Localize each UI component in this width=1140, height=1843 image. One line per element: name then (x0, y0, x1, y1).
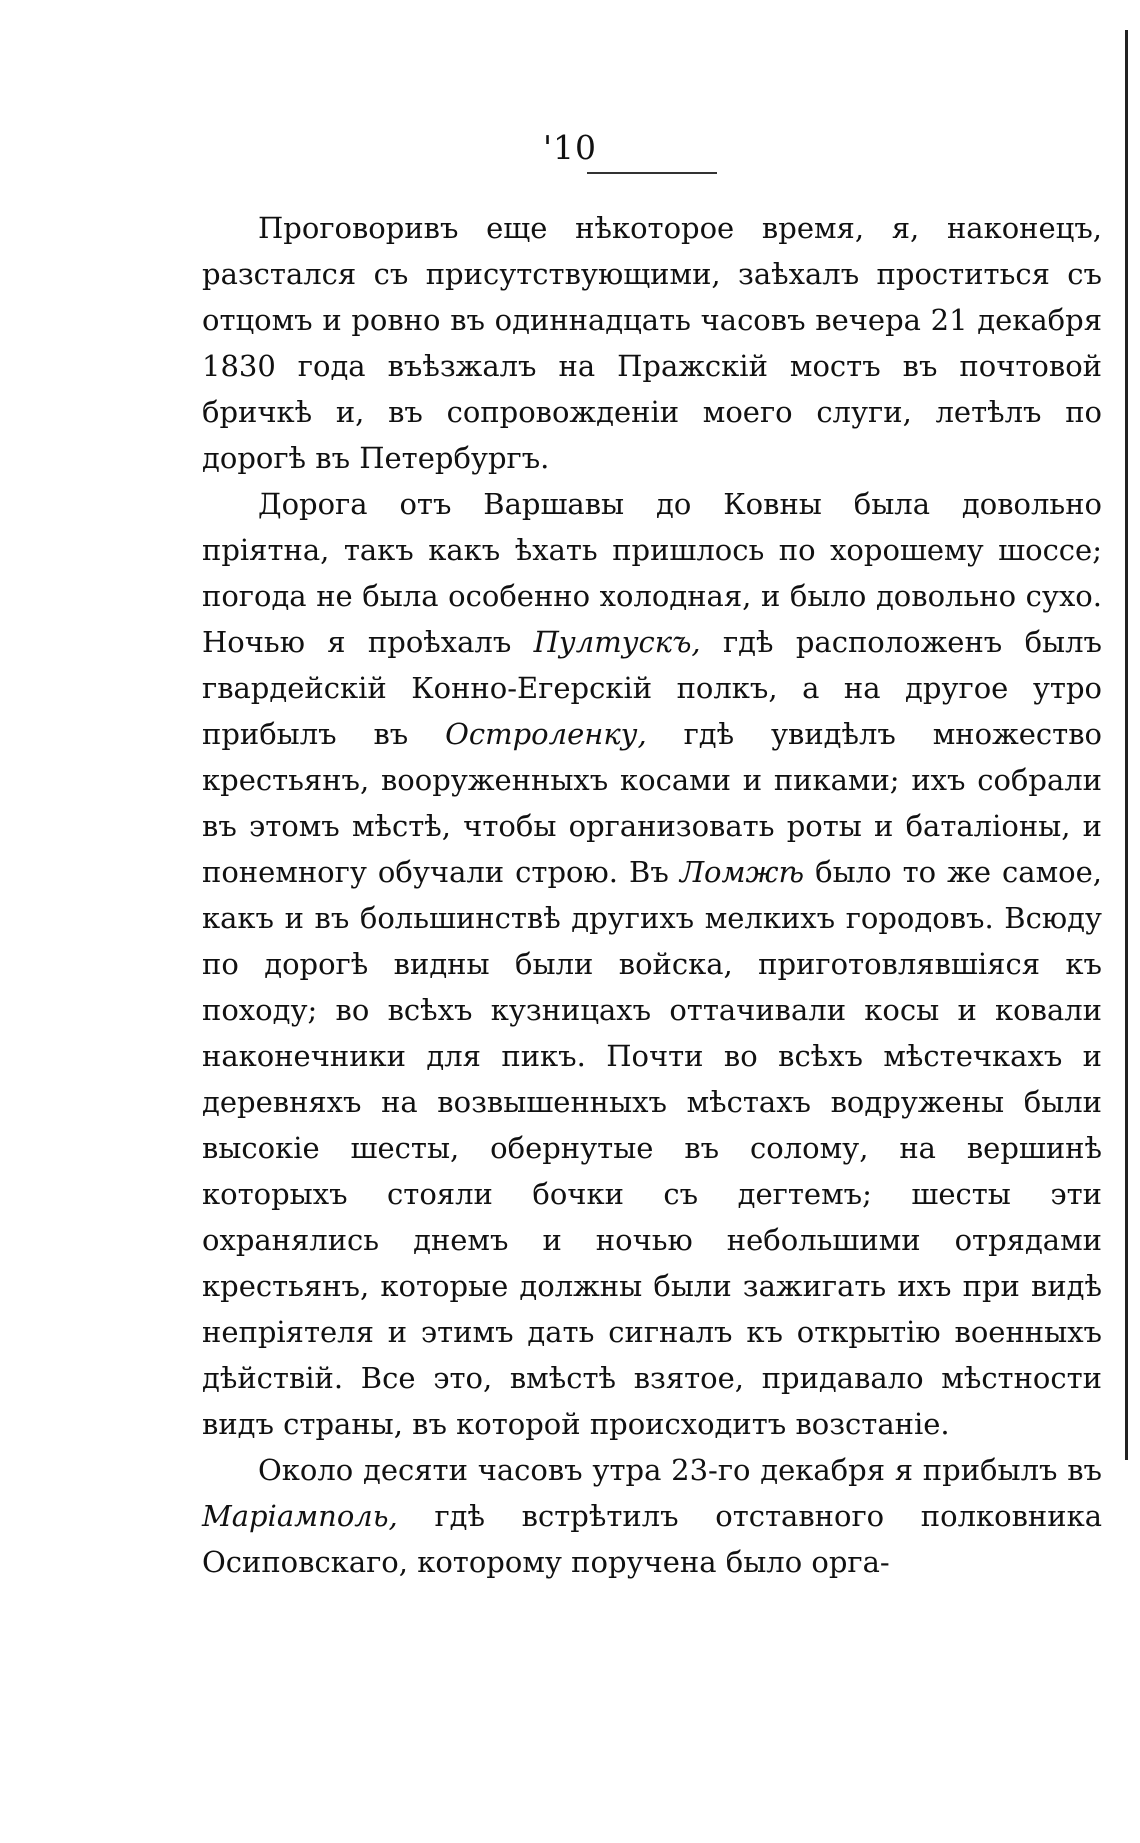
paragraph-3 (202, 1447, 1102, 1585)
page-number: '10 (542, 128, 598, 167)
place-name-italic: Ломжѣ (679, 855, 805, 889)
place-name-italic: Остроленку, (445, 717, 647, 751)
text-run: было то же самое, какъ и въ большинствѣ другихъ мелкихъ городовъ. Всюду по дорогѣ видны были войска, приготовлявшіяся къ походу; во всѣхъ кузницахъ оттачивали косы и ковали наконечники для пикъ. Почти во всѣхъ мѣстечкахъ и деревняхъ на возвышенныхъ мѣстахъ водружены были высокіе шесты, обернутые въ солому, на вершинѣ которыхъ стояли бочки съ дегтемъ; шесты эти охранялись днемъ и ночью небольшими отрядами крестьянъ, которые должны были зажигать ихъ при видѣ непріятеля и этимъ дать сигналъ къ открытію военныхъ дѣйствій. Все это, вмѣстѣ взятое, придавало мѣстности видъ страны, въ которой происходитъ возстаніе. (202, 855, 1102, 1441)
text-run: гдѣ встрѣтилъ отставного полковника Осиповскаго, которому поручена было орга- (202, 1499, 1102, 1579)
text-run: Около десяти часовъ утра 23-го декабря я прибылъ въ (258, 1453, 1102, 1487)
place-name-italic: Пултускъ, (533, 625, 701, 659)
text-run: гдѣ увидѣлъ множество крестьянъ, вооруженныхъ косами и пиками; ихъ собрали въ этомъ мѣстѣ, чтобы организовать роты и баталіоны, и понемногу обучали строю. Въ (202, 717, 1102, 889)
place-name-italic: Маріамполь, (202, 1499, 398, 1533)
text-run: Проговоривъ еще нѣкоторое время, я, наконецъ, разстался съ присутствующими, заѣхалъ проститься съ отцомъ и ровно въ одиннадцать часовъ вечера 21 декабря 1830 года въѣзжалъ на Пражскій мостъ въ почтовой бричкѣ и, въ сопровожденіи моего слуги, летѣлъ по дорогѣ въ Петербургъ. (202, 211, 1102, 475)
paragraph-1 (202, 205, 1102, 481)
body-text (202, 205, 1102, 1585)
page-number-rule (587, 172, 717, 174)
page-edge-line (1125, 30, 1128, 1460)
paragraph-2 (202, 481, 1102, 1447)
text-run: Дорога отъ Варшавы до Ковны была довольно пріятна, такъ какъ ѣхать пришлось по хорошему шоссе; погода не была особенно холодная, и было довольно сухо. Ночью я проѣхалъ (202, 487, 1102, 659)
text-run: гдѣ расположенъ былъ гвардейскій Конно-Егерскій полкъ, а на другое утро прибылъ въ (202, 625, 1102, 751)
